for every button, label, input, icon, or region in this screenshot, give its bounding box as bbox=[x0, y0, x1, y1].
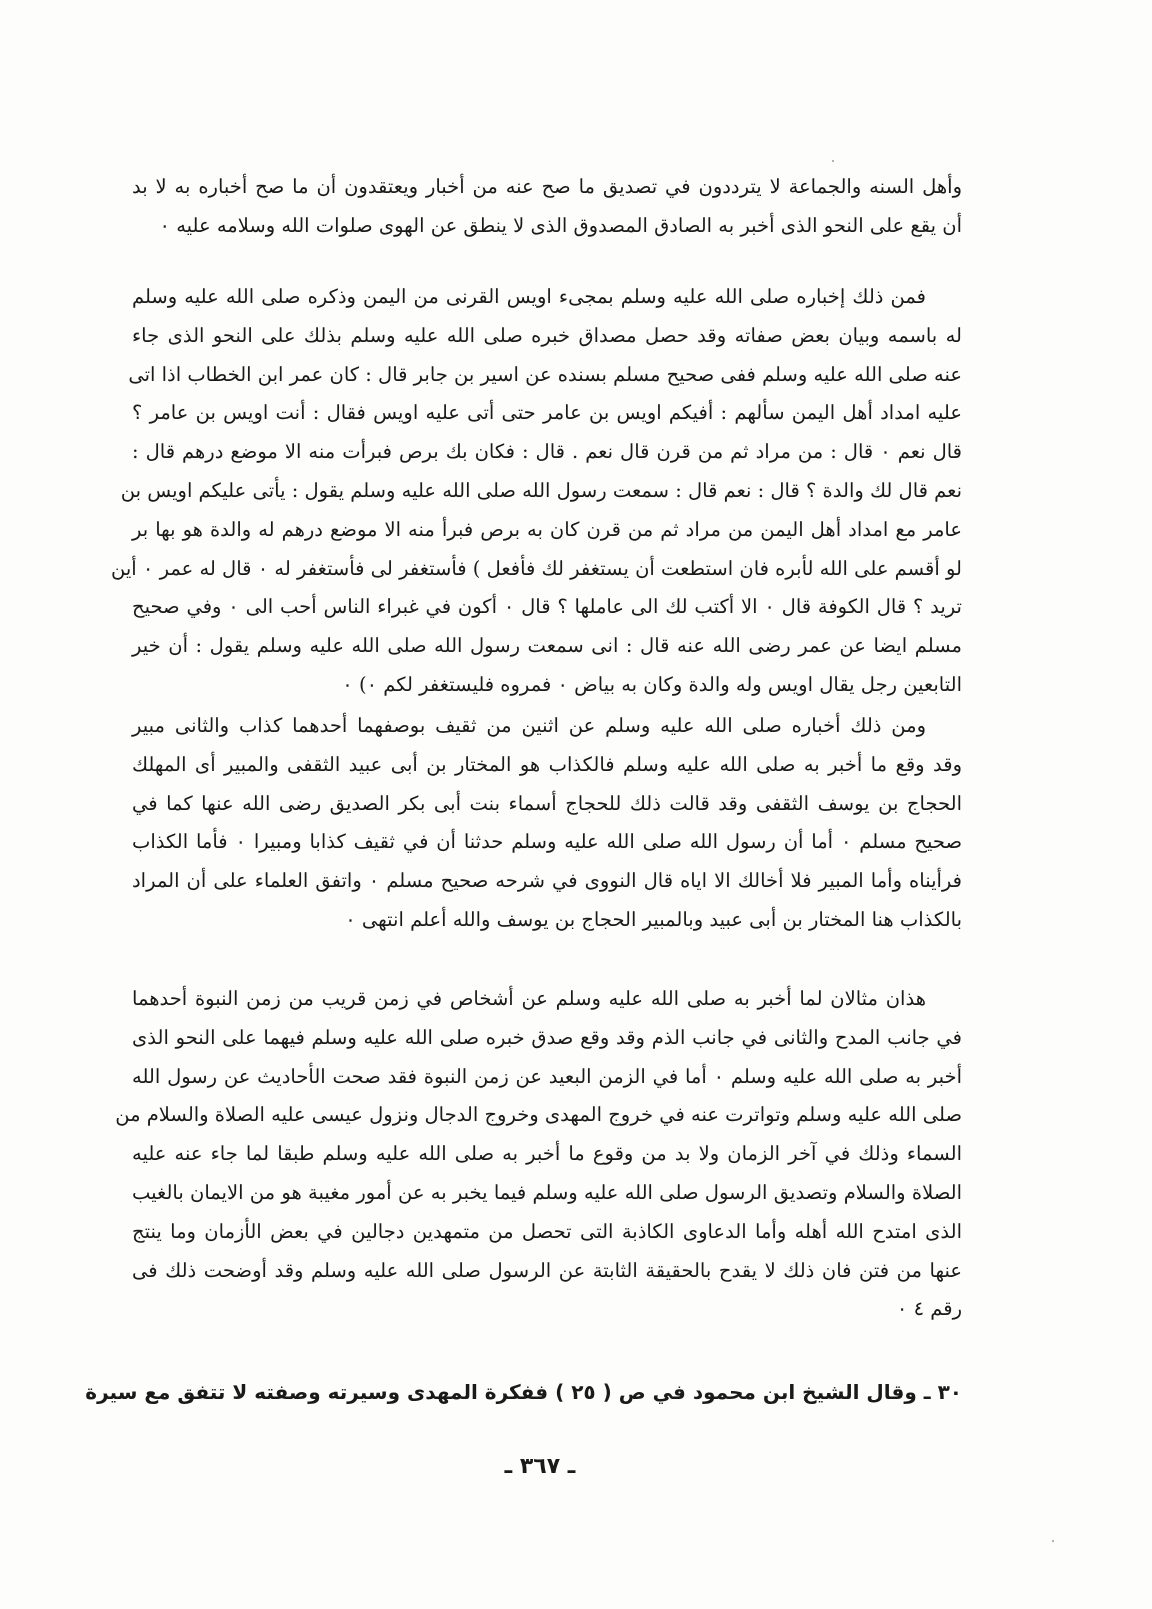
text-line: مسلم ايضا عن عمر رضى الله عنه قال : انى سمعت رسول الله صلى الله عليه وسلم يقول : أن خير bbox=[132, 634, 962, 658]
text-line: الذى امتدح الله أهله وأما الدعاوى الكاذبة التى تحصل من متمهدين دجالين في بعض الأزمان وما ينتج bbox=[132, 1219, 962, 1243]
text-line: نعم قال لك والدة ؟ قال : نعم قال : سمعت رسول الله صلى الله عليه وسلم يقول : يأتى عليكم اويس بن bbox=[120, 478, 962, 502]
scan-speck bbox=[832, 160, 834, 162]
text-line: وقد وقع ما أخبر به صلى الله عليه وسلم فالكذاب هو المختار بن أبى عبيد الثقفى والمبير أى المهلك bbox=[132, 752, 962, 776]
text-line: تريد ؟ قال الكوفة قال ٠ الا أكتب لك الى عاملها ؟ قال ٠ أكون في غبراء الناس أحب الى ٠ وفي صحيح bbox=[132, 595, 962, 619]
paragraph-3 bbox=[132, 707, 962, 940]
text-line: عنه صلى الله عليه وسلم ففى صحيح مسلم بسنده عن اسير بن جابر قال : كان عمر ابن الخطاب اذا اتى bbox=[128, 362, 962, 386]
text-line: وأهل السنه والجماعة لا يترددون في تصديق ما صح عنه من أخبار ويعتقدون أن ما صح أخباره به لا بد bbox=[132, 175, 962, 198]
text-line: فمن ذلك إخباره صلى الله عليه وسلم بمجىء اويس القرنى من اليمن وذكره صلى الله عليه وسلم bbox=[132, 285, 926, 308]
text-line: قال نعم ٠ قال : من مراد ثم من قرن قال نعم . قال : فكان بك برص فبرأت منه الا موضع درهم قال : bbox=[132, 440, 963, 464]
text-line: عليه امداد أهل اليمن سألهم : أفيكم اويس بن عامر حتى أتى عليه اويس فقال : أنت اويس بن عامر ؟ bbox=[132, 401, 962, 425]
text-line: الصلاة والسلام وتصديق الرسول صلى الله عليه وسلم فيما يخبر به عن أمور مغيبة هو من الايمان بالغيب bbox=[132, 1180, 962, 1204]
text-line: السماء وذلك في آخر الزمان ولا بد من وقوع ما أخبر به صلى الله عليه وسلم طبقا لما جاء عنه عليه bbox=[132, 1142, 962, 1166]
paragraph-4 bbox=[115, 980, 962, 1329]
text-line: رقم ٤ ٠ bbox=[896, 1297, 962, 1321]
scan-speck bbox=[1052, 1540, 1054, 1542]
text-line: هذان مثالان لما أخبر به صلى الله عليه وسلم عن أشخاص في زمن قريب من زمن النبوة أحدهما bbox=[132, 987, 926, 1010]
text-line: في جانب المدح والثانى في جانب الذم وقد وقع صدق خبره صلى الله عليه وسلم فيهما على النحو الذى bbox=[132, 1025, 962, 1049]
text-line: ومن ذلك أخباره صلى الله عليه وسلم عن اثنين من ثقيف بوصفهما أحدهما كذاب والثانى مبير bbox=[132, 714, 926, 737]
paragraph-1 bbox=[132, 168, 962, 246]
text-line: عنها من فتن فان ذلك لا يقدح بالحقيقة الثابتة عن الرسول صلى الله عليه وسلم وقد أوضحت ذلك فى bbox=[132, 1258, 962, 1282]
text-line: التابعين رجل يقال اويس وله والدة وكان به بياض ٠ فمروه فليستغفر لكم ٠) ٠ bbox=[342, 672, 962, 696]
text-line: عامر مع امداد أهل اليمن من مراد ثم من قرن كان به برص فبرأ منه الا موضع درهم له والدة هو بها بر bbox=[132, 517, 962, 541]
page-number: ـ ٣٦٧ ـ bbox=[504, 1454, 576, 1479]
paragraph-2 bbox=[111, 278, 963, 705]
text-line: أخبر به صلى الله عليه وسلم ٠ أما في الزمن البعيد عن زمن النبوة فقد صحت الأحاديث عن رسول الله bbox=[132, 1064, 962, 1088]
text-line: فرأيناه وأما المبير فلا أخالك الا اياه قال النووى في شرحه صحيح مسلم ٠ واتفق العلماء على أن المراد bbox=[132, 869, 963, 893]
text-line: له باسمه وبيان بعض صفاته وقد حصل مصداق خبره صلى الله عليه وسلم بذلك على النحو الذى جاء bbox=[132, 323, 962, 347]
text-line: صحيح مسلم ٠ أما أن رسول الله صلى الله عليه وسلم حدثنا أن في ثقيف كذابا ومبيرا ٠ فأما الكذاب bbox=[132, 830, 963, 854]
section-heading: ٣٠ ـ وقال الشيخ ابن محمود في ص ( ٢٥ ) ففكرة المهدى وسيرته وصفته لا تتفق مع سيرة bbox=[85, 1380, 962, 1404]
text-line: أن يقع على النحو الذى أخبر به الصادق المصدوق الذى لا ينطق عن الهوى صلوات الله وسلامه عليه ٠ bbox=[159, 213, 962, 237]
text-line: صلى الله عليه وسلم وتواترت عنه في خروج المهدى وخروج الدجال ونزول عيسى عليه الصلاة والسلام من bbox=[115, 1103, 962, 1127]
text-line: لو أقسم على الله لأبره فان استطعت أن يستغفر لك فأفعل ) فأستغفر لى فأستغفر له ٠ قال له عمر ٠ أين bbox=[111, 556, 962, 580]
text-line: بالكذاب هنا المختار بن أبى عبيد وبالمبير الحجاج بن يوسف والله أعلم انتهى ٠ bbox=[345, 907, 962, 931]
text-line: الحجاج بن يوسف الثقفى وقد قالت ذلك للحجاج أسماء بنت أبى بكر الصديق رضى الله عنها كما في bbox=[132, 791, 962, 815]
